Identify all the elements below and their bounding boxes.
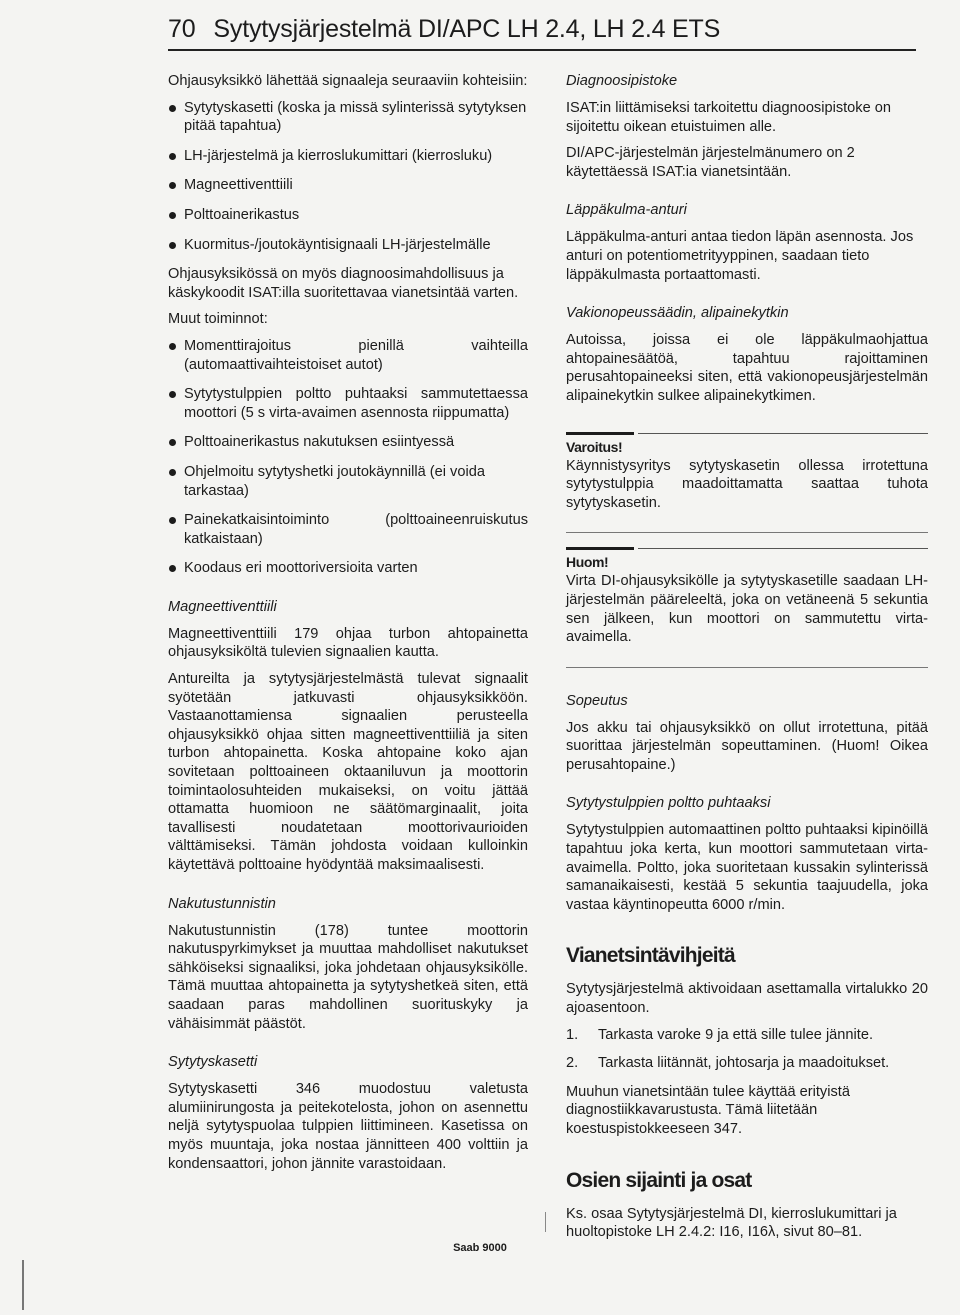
note-rule [566, 547, 928, 550]
list-item: Polttoainerikastus nakutuksen esiintyessä [168, 433, 528, 452]
right-column [566, 72, 928, 1250]
valve-heading: Magneettiventtiili [168, 598, 277, 615]
knock-sensor-heading: Nakutustunnistin [168, 895, 276, 912]
intro-text: Ohjausyksikkö lähettää signaaleja seuraaviin kohteisiin: [168, 73, 528, 89]
throttle-sensor-paragraph: Läppäkulma-anturi antaa tiedon läpän asennosta. Jos anturi on potentiometrityyppinen, saadaan tieto läppäkulmasta portaattomasti. [566, 229, 914, 283]
left-column [168, 72, 528, 1181]
warning-bottom-rule [566, 532, 928, 533]
parts-location-heading: Osien sijainti ja osat [566, 1168, 752, 1192]
step-text: Tarkasta liitännät, johtosarja ja maadoitukset. [598, 1055, 890, 1072]
list-item: Polttoainerikastus [168, 206, 528, 225]
ignition-cassette-heading: Sytytyskasetti [168, 1054, 258, 1071]
valve-paragraph-2: Antureilta ja sytytysjärjestelmästä tulevat signaalit syötetään jatkuvasti ohjausyksikköön. Vastaanottamiensa signaalien perusteella ohjausyksikkö ohjaa sitten magneettiventtiiliä ja siten turbon ahtopainetta. Koska ahtopaine koko ajan sovitetaan polttoaineen oktaaniluvun ja moottorin toimintaolosuhteiden mukaiseksi, on voitu jättää ottamatta huomioon ne säätömarginaalit, joita tavallisesti noudatetaan moottorivaurioiden välttämiseksi. Tämän johdosta voidaan kulloinkin käytettävä polttoaine hyödyntää maksimaalisesti. [168, 671, 528, 873]
list-item: Magneettiventtiili [168, 176, 528, 195]
note-text: Virta DI-ohjausyksikölle ja sytytyskasetille saadaan LH-järjestelmän pääreleeltä, joka on vetäneenä 5 sekuntia sen jälkeen, kun moottori on sammutettu virta-avaimella. [566, 573, 928, 646]
note-title: Huom! [566, 554, 609, 571]
list-item [566, 1026, 928, 1045]
troubleshooting-intro: Sytytysjärjestelmä aktivoidaan asettamalla virtalukko 20 ajoasentoon. [566, 981, 928, 1017]
parts-location-paragraph: Ks. osaa Sytytysjärjestelmä DI, kierroslukumittari ja huoltopistoke LH 2.4.2: I16, I16λ, sivut 80–81. [566, 1205, 897, 1241]
list-item: Sytytystulppien poltto puhtaaksi sammutettaessa moottori (5 s virta-avaimen asennosta riippumatta) [168, 385, 528, 422]
note-bottom-rule [566, 667, 928, 668]
ignition-cassette-paragraph: Sytytyskasetti 346 muodostuu valetusta alumiinirungosta ja peitekotelosta, johon on asennettu neljä sytytyspuolaa tulppien liittimineen. Kasetissa on myös muuntaja, joka nostaa jännitteen 400 volttiin ja kondensaattori, johon jännite varastoidaan. [168, 1081, 528, 1172]
step-text: Tarkasta varoke 9 ja että sille tulee jännite. [598, 1026, 874, 1043]
diagnostic-connector-paragraph-2: DI/APC-järjestelmän järjestelmänumero on 2 käytettäessä ISAT:ia vianetsintään. [566, 145, 855, 180]
troubleshooting-outro: Muuhun vianetsintään tulee käyttää erityistä diagnostiikkavarustusta. Tämä liitetään koestuspistokkeeseen 347. [566, 1083, 850, 1137]
page-header [168, 14, 916, 51]
diagnostic-connector-heading: Diagnoosipistoke [566, 73, 678, 89]
footer-divider [545, 1212, 546, 1232]
list-item: Sytytyskasetti (koska ja missä sylinterissä sytytyksen pitää tapahtua) [168, 99, 528, 136]
list-item: Kuormitus-/joutokäyntisignaali LH-järjestelmälle [168, 236, 528, 255]
list-item: Painekatkaisintoiminto (polttoaineenruiskutus katkaistaan) [168, 511, 528, 548]
other-functions-intro: Muut toiminnot: [168, 311, 268, 328]
adaptation-paragraph: Jos akku tai ohjausyksikkö on ollut irrotettuna, pitää suorittaa järjestelmän sopeuttaminen. (Huom! Oikea perusahtopaine.) [566, 719, 928, 773]
diagnosis-text: Ohjausyksikössä on myös diagnoosimahdollisuus ja käskykoodit ISAT:illa suoritettavaa vianetsintää varten. [168, 266, 519, 301]
plug-burnoff-heading: Sytytystulppien poltto puhtaaksi [566, 795, 771, 812]
list-item: Koodaus eri moottoriversioita varten [168, 559, 528, 578]
scan-edge-mark [22, 1260, 24, 1310]
throttle-sensor-heading: Läppäkulma-anturi [566, 202, 687, 219]
plug-burnoff-paragraph: Sytytystulppien automaattinen poltto puhtaaksi kipinöillä tapahtuu joka kerta, kun moottori sammutetaan virta-avaimella. Poltto, joka suoritetaan kussakin sylinterissä samanaikaisesti, kestää 5 sekuntia taajuudella, joka vastaa käyntinopeutta 6000 r/min. [566, 822, 928, 913]
page-footer: Saab 9000 [453, 1242, 507, 1254]
adaptation-heading: Sopeutus [566, 692, 628, 709]
list-item: Momenttirajoitus pienillä vaihteilla (automaattivaihteistoiset autot) [168, 337, 528, 374]
warning-text: Käynnistysyritys sytytyskasetin ollessa irrotettuna sytytystulppia maadoittamatta saattaa tuhota sytytyskasetin. [566, 457, 928, 511]
signal-targets-list [168, 99, 528, 255]
list-item [566, 1054, 928, 1073]
step-number: 1. [566, 1026, 579, 1043]
diagnostic-connector-paragraph-1: ISAT:in liittämiseksi tarkoitettu diagnoosipistoke on sijoitettu oikean etuistuimen alle. [566, 100, 892, 135]
list-item: LH-järjestelmä ja kierroslukumittari (kierrosluku) [168, 147, 528, 166]
warning-rule [566, 432, 928, 435]
valve-paragraph-1: Magneettiventtiili 179 ohjaa turbon ahtopainetta ohjausyksiköltä tulevien signaalien kautta. [168, 625, 528, 661]
step-number: 2. [566, 1055, 579, 1072]
cruise-control-paragraph: Autoissa, joissa ei ole läppäkulmaohjattua ahtopainesäätöä, tapahtuu rajoittaminen perusahtopaineeksi siten, että vakionopeusjärjestelmän alipainekytkin sulkee alipainekytkimen. [566, 332, 928, 404]
warning-title: Varoitus! [566, 438, 623, 455]
functions-list [168, 337, 528, 578]
knock-sensor-paragraph: Nakutustunnistin (178) tuntee moottorin nakutuspyrkimykset ja muuttaa mahdolliset nakutukset sähköiseksi signaaliksi, joka johdetaan ohjausyksikölle. Tämä muuttaa ahtopainetta ja sytytyshetkeä siten, että saadaan paras mahdollinen suorituskyky ja vähäisimmät päästöt. [168, 922, 528, 1032]
troubleshooting-steps [566, 1026, 928, 1073]
page-title: Sytytysjärjestelmä DI/APC LH 2.4, LH 2.4 ETS [213, 15, 721, 43]
troubleshooting-heading: Vianetsintävihjeitä [566, 944, 735, 968]
cruise-control-heading: Vakionopeussäädin, alipainekytkin [566, 305, 789, 322]
list-item: Ohjelmoitu sytytyshetki joutokäynnillä (ei voida tarkastaa) [168, 463, 528, 500]
page-number: 70 [168, 15, 196, 43]
